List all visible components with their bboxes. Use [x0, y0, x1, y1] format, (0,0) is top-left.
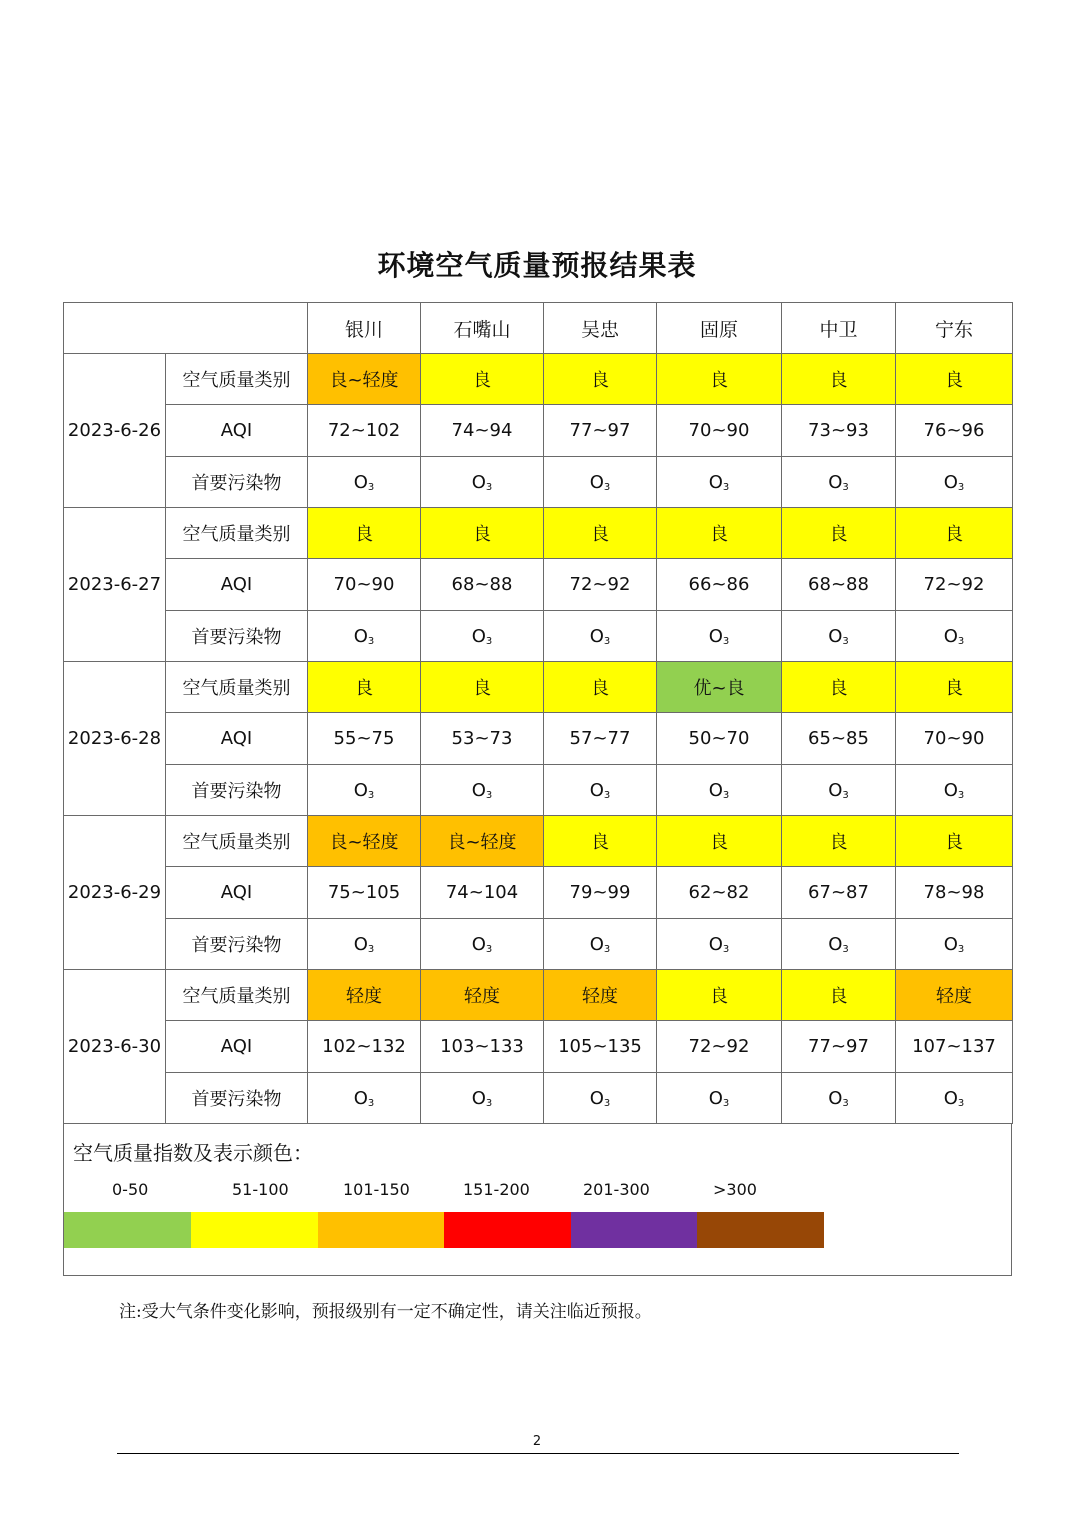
category-cell: 良 [308, 662, 421, 713]
pollutant-row [64, 1073, 1013, 1124]
pollutant-symbol: O [708, 933, 723, 955]
row-label-aqi: AQI [166, 713, 308, 765]
city-header: 宁东 [896, 303, 1013, 354]
row-label-category: 空气质量类别 [166, 508, 308, 559]
pollutant-cell [308, 765, 421, 816]
pollutant-cell [657, 1073, 782, 1124]
pollutant-symbol: O [943, 471, 958, 493]
pollutant-symbol: O [943, 933, 958, 955]
city-header: 中卫 [782, 303, 896, 354]
pollutant-cell [421, 765, 544, 816]
footer-rule [117, 1453, 959, 1454]
row-label-pollutant: 首要污染物 [166, 919, 308, 970]
pollutant-cell [421, 1073, 544, 1124]
aqi-cell: 72~102 [308, 405, 421, 457]
pollutant-subscript: 3 [842, 481, 849, 493]
category-cell: 良 [544, 354, 657, 405]
category-cell: 优~良 [657, 662, 782, 713]
pollutant-subscript: 3 [842, 1097, 849, 1109]
row-label-category: 空气质量类别 [166, 816, 308, 867]
pollutant-symbol: O [828, 779, 843, 801]
pollutant-symbol: O [828, 1087, 843, 1109]
aqi-row [64, 1021, 1013, 1073]
pollutant-subscript: 3 [842, 943, 849, 955]
category-cell: 良 [421, 662, 544, 713]
aqi-cell: 103~133 [421, 1021, 544, 1073]
pollutant-cell [782, 611, 896, 662]
category-cell: 良 [657, 970, 782, 1021]
aqi-cell: 70~90 [657, 405, 782, 457]
pollutant-symbol: O [828, 625, 843, 647]
pollutant-subscript: 3 [485, 635, 493, 647]
category-cell: 良 [657, 508, 782, 559]
category-cell: 良 [782, 354, 896, 405]
pollutant-cell [421, 611, 544, 662]
pollutant-symbol: O [943, 1087, 958, 1109]
pollutant-subscript: 3 [367, 1097, 375, 1109]
aqi-cell: 76~96 [896, 405, 1013, 457]
aqi-cell: 78~98 [896, 867, 1013, 919]
forecast-date: 2023-6-27 [64, 508, 166, 662]
row-label-pollutant: 首要污染物 [166, 1073, 308, 1124]
pollutant-subscript: 3 [957, 943, 965, 955]
aqi-legend [63, 1124, 1012, 1276]
pollutant-cell [896, 1073, 1013, 1124]
legend-swatch-good [64, 1212, 191, 1248]
pollutant-cell [657, 765, 782, 816]
page-number: 2 [532, 1434, 542, 1449]
pollutant-cell [782, 765, 896, 816]
pollutant-cell [896, 457, 1013, 508]
pollutant-cell [421, 457, 544, 508]
pollutant-cell [782, 919, 896, 970]
pollutant-symbol: O [353, 1087, 368, 1109]
legend-swatch-moderate [191, 1212, 318, 1248]
pollutant-cell [657, 611, 782, 662]
city-header: 石嘴山 [421, 303, 544, 354]
legend-range-label: 51-100 [232, 1180, 289, 1199]
pollutant-subscript: 3 [603, 1097, 611, 1109]
legend-swatch-heavy [571, 1212, 697, 1248]
forecast-note: 注:受大气条件变化影响，预报级别有一定不确定性，请关注临近预报。 [119, 1302, 652, 1322]
legend-swatch-light [318, 1212, 444, 1248]
pollutant-symbol: O [708, 625, 723, 647]
aqi-cell: 102~132 [308, 1021, 421, 1073]
pollutant-subscript: 3 [603, 943, 611, 955]
category-row [64, 354, 1013, 405]
category-cell: 良 [896, 816, 1013, 867]
pollutant-subscript: 3 [485, 481, 493, 493]
aqi-cell: 77~97 [544, 405, 657, 457]
legend-range-label: >300 [713, 1180, 757, 1199]
pollutant-row [64, 457, 1013, 508]
category-cell: 良 [421, 508, 544, 559]
legend-range-label: 151-200 [463, 1180, 530, 1199]
aqi-cell: 74~94 [421, 405, 544, 457]
forecast-date: 2023-6-28 [64, 662, 166, 816]
aqi-row [64, 405, 1013, 457]
category-cell: 良 [896, 354, 1013, 405]
pollutant-cell [308, 1073, 421, 1124]
aqi-cell: 68~88 [782, 559, 896, 611]
category-cell: 良~轻度 [308, 354, 421, 405]
pollutant-symbol: O [471, 933, 486, 955]
pollutant-cell [544, 611, 657, 662]
pollutant-subscript: 3 [722, 1097, 730, 1109]
pollutant-subscript: 3 [722, 943, 730, 955]
pollutant-subscript: 3 [957, 789, 965, 801]
pollutant-subscript: 3 [722, 635, 730, 647]
aqi-cell: 57~77 [544, 713, 657, 765]
pollutant-subscript: 3 [603, 635, 611, 647]
row-label-category: 空气质量类别 [166, 970, 308, 1021]
pollutant-subscript: 3 [957, 481, 965, 493]
pollutant-subscript: 3 [367, 481, 375, 493]
pollutant-subscript: 3 [603, 789, 611, 801]
pollutant-symbol: O [828, 471, 843, 493]
city-header-row [64, 303, 1013, 354]
forecast-date: 2023-6-26 [64, 354, 166, 508]
pollutant-subscript: 3 [485, 1097, 493, 1109]
category-row [64, 662, 1013, 713]
pollutant-symbol: O [471, 625, 486, 647]
row-label-category: 空气质量类别 [166, 662, 308, 713]
row-label-pollutant: 首要污染物 [166, 611, 308, 662]
category-cell: 良 [896, 508, 1013, 559]
forecast-date: 2023-6-30 [64, 970, 166, 1124]
pollutant-cell [782, 457, 896, 508]
pollutant-row [64, 611, 1013, 662]
aqi-cell: 77~97 [782, 1021, 896, 1073]
pollutant-subscript: 3 [842, 789, 849, 801]
pollutant-subscript: 3 [603, 481, 611, 493]
category-row [64, 816, 1013, 867]
category-cell: 轻度 [421, 970, 544, 1021]
category-cell: 良 [657, 816, 782, 867]
legend-swatch-medium [444, 1212, 571, 1248]
pollutant-cell [544, 919, 657, 970]
city-header: 固原 [657, 303, 782, 354]
pollutant-cell [308, 611, 421, 662]
pollutant-symbol: O [943, 625, 958, 647]
category-cell: 良 [544, 816, 657, 867]
aqi-cell: 65~85 [782, 713, 896, 765]
category-cell: 良 [421, 354, 544, 405]
pollutant-subscript: 3 [485, 789, 493, 801]
pollutant-symbol: O [353, 779, 368, 801]
forecast-date: 2023-6-29 [64, 816, 166, 970]
category-cell: 轻度 [896, 970, 1013, 1021]
legend-range-label: 101-150 [343, 1180, 410, 1199]
pollutant-cell [421, 919, 544, 970]
category-cell: 良 [544, 508, 657, 559]
pollutant-symbol: O [943, 779, 958, 801]
pollutant-cell [308, 457, 421, 508]
category-row [64, 970, 1013, 1021]
row-label-aqi: AQI [166, 559, 308, 611]
pollutant-symbol: O [708, 779, 723, 801]
pollutant-subscript: 3 [367, 943, 375, 955]
aqi-cell: 74~104 [421, 867, 544, 919]
pollutant-cell [896, 765, 1013, 816]
category-cell: 良 [896, 662, 1013, 713]
aqi-cell: 107~137 [896, 1021, 1013, 1073]
category-cell: 良~轻度 [308, 816, 421, 867]
aqi-cell: 79~99 [544, 867, 657, 919]
city-header: 吴忠 [544, 303, 657, 354]
aqi-cell: 72~92 [657, 1021, 782, 1073]
pollutant-symbol: O [708, 471, 723, 493]
aqi-cell: 68~88 [421, 559, 544, 611]
pollutant-symbol: O [471, 779, 486, 801]
aqi-cell: 75~105 [308, 867, 421, 919]
row-label-pollutant: 首要污染物 [166, 765, 308, 816]
aqi-cell: 72~92 [544, 559, 657, 611]
aqi-cell: 62~82 [657, 867, 782, 919]
aqi-row [64, 559, 1013, 611]
pollutant-subscript: 3 [722, 789, 730, 801]
pollutant-symbol: O [589, 625, 604, 647]
legend-swatch-severe [697, 1212, 824, 1248]
aqi-cell: 53~73 [421, 713, 544, 765]
aqi-cell: 73~93 [782, 405, 896, 457]
page-title: 环境空气质量预报结果表 [377, 249, 697, 282]
row-label-pollutant: 首要污染物 [166, 457, 308, 508]
legend-title: 空气质量指数及表示颜色： [73, 1141, 313, 1165]
row-label-category: 空气质量类别 [166, 354, 308, 405]
pollutant-subscript: 3 [722, 481, 730, 493]
pollutant-symbol: O [589, 779, 604, 801]
pollutant-symbol: O [589, 1087, 604, 1109]
category-cell: 良 [308, 508, 421, 559]
pollutant-symbol: O [353, 625, 368, 647]
city-header: 银川 [308, 303, 421, 354]
aqi-cell: 70~90 [308, 559, 421, 611]
pollutant-cell [896, 611, 1013, 662]
aqi-cell: 105~135 [544, 1021, 657, 1073]
aqi-cell: 70~90 [896, 713, 1013, 765]
pollutant-cell [657, 919, 782, 970]
category-cell: 良 [782, 816, 896, 867]
pollutant-cell [544, 1073, 657, 1124]
pollutant-subscript: 3 [367, 789, 375, 801]
pollutant-cell [308, 919, 421, 970]
pollutant-symbol: O [353, 471, 368, 493]
pollutant-cell [657, 457, 782, 508]
pollutant-symbol: O [471, 1087, 486, 1109]
pollutant-cell [544, 457, 657, 508]
category-cell: 轻度 [308, 970, 421, 1021]
row-label-aqi: AQI [166, 1021, 308, 1073]
aqi-cell: 55~75 [308, 713, 421, 765]
category-cell: 轻度 [544, 970, 657, 1021]
category-cell: 良~轻度 [421, 816, 544, 867]
pollutant-subscript: 3 [957, 1097, 965, 1109]
category-cell: 良 [657, 354, 782, 405]
pollutant-cell [782, 1073, 896, 1124]
pollutant-symbol: O [353, 933, 368, 955]
pollutant-subscript: 3 [957, 635, 965, 647]
aqi-row [64, 713, 1013, 765]
legend-range-label: 201-300 [583, 1180, 650, 1199]
aqi-cell: 50~70 [657, 713, 782, 765]
category-cell: 良 [782, 508, 896, 559]
pollutant-symbol: O [471, 471, 486, 493]
category-cell: 良 [544, 662, 657, 713]
aqi-cell: 67~87 [782, 867, 896, 919]
category-row [64, 508, 1013, 559]
pollutant-symbol: O [828, 933, 843, 955]
category-cell: 良 [782, 662, 896, 713]
forecast-table [63, 302, 1013, 1124]
row-label-aqi: AQI [166, 405, 308, 457]
row-label-aqi: AQI [166, 867, 308, 919]
pollutant-subscript: 3 [367, 635, 375, 647]
pollutant-cell [896, 919, 1013, 970]
legend-range-label: 0-50 [112, 1180, 149, 1199]
pollutant-subscript: 3 [842, 635, 849, 647]
category-cell: 良 [782, 970, 896, 1021]
pollutant-row [64, 919, 1013, 970]
pollutant-symbol: O [589, 933, 604, 955]
corner-cell [64, 303, 308, 354]
aqi-row [64, 867, 1013, 919]
pollutant-symbol: O [589, 471, 604, 493]
pollutant-symbol: O [708, 1087, 723, 1109]
aqi-cell: 66~86 [657, 559, 782, 611]
pollutant-row [64, 765, 1013, 816]
aqi-cell: 72~92 [896, 559, 1013, 611]
pollutant-cell [544, 765, 657, 816]
pollutant-subscript: 3 [485, 943, 493, 955]
